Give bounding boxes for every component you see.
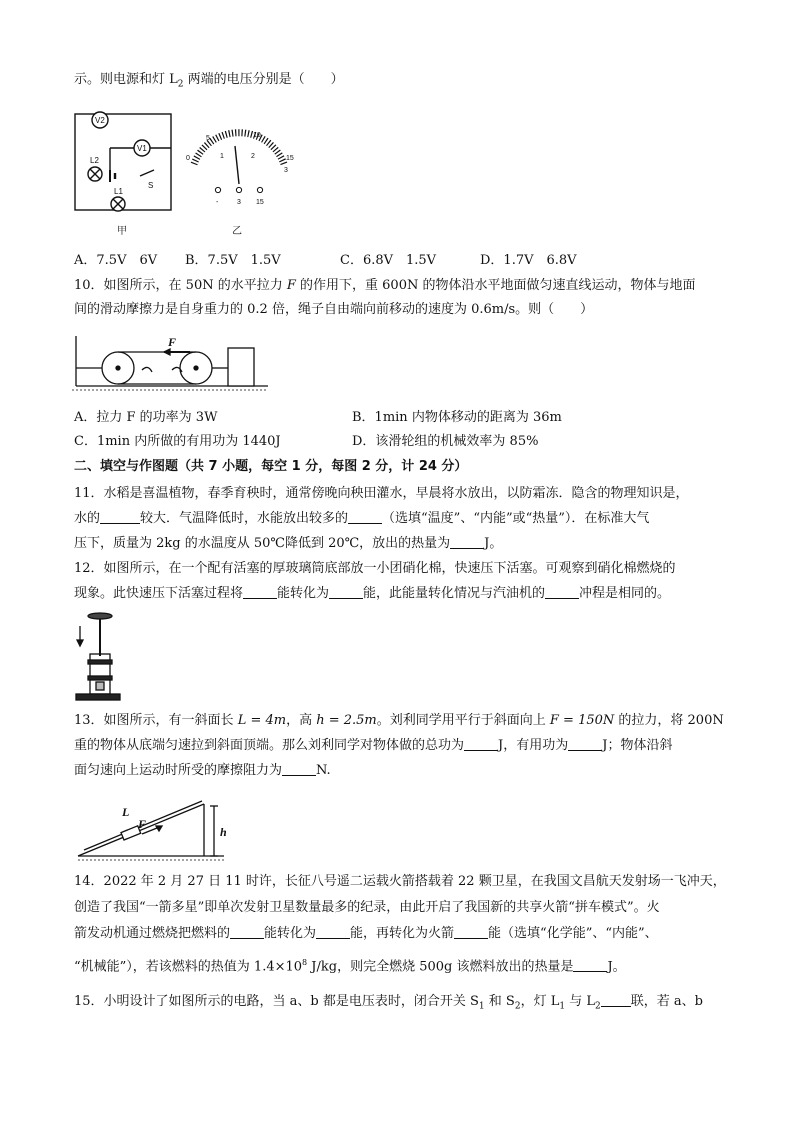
- q12-text: 现象。此快速压下活塞过程将: [74, 586, 244, 601]
- q14-text: J。: [607, 959, 626, 975]
- q9-sub: 2: [177, 79, 184, 90]
- answer-blank[interactable]: [348, 509, 382, 524]
- q10-var-f: F: [286, 278, 296, 293]
- scale-10: 10: [253, 132, 261, 139]
- q11-text: 较大．气温降低时，水能放出较多的: [140, 511, 349, 526]
- q9-option-c: C．6.8V 1.5V: [340, 253, 437, 268]
- q13-text: 重的物体从底端匀速拉到斜面顶端。那么刘利同学对物体做的总功为: [74, 738, 465, 753]
- v1-label: V1: [137, 144, 147, 153]
- scale-3: 3: [284, 167, 288, 174]
- scale-1: 1: [220, 153, 224, 160]
- q13-line-3: [74, 761, 331, 781]
- answer-blank[interactable]: [316, 924, 350, 939]
- scale-0: 0: [186, 155, 190, 162]
- section-2-heading: 二、填空与作图题（共 7 小题，每空 1 分，每图 2 分，计 24 分）: [74, 459, 468, 474]
- q13-line-2: [74, 736, 672, 756]
- q10-line-2: 间的滑动摩擦力是自身重力的 0.2 倍，绳子自由端向前移动的速度为 0.6m/s。则（ ）: [74, 302, 594, 317]
- q11-line-3: [74, 534, 502, 554]
- q11-text: J。: [484, 536, 503, 551]
- fig-label-jia: 甲: [117, 226, 127, 237]
- answer-blank[interactable]: [230, 924, 264, 939]
- scale-5: 5: [206, 135, 210, 142]
- q15-sub: 1: [478, 1001, 485, 1012]
- q13-text: J；物体沿斜: [602, 738, 673, 753]
- l1-label: L1: [114, 187, 123, 196]
- q13-text: 。刘利同学用平行于斜面向上: [376, 713, 550, 728]
- circuit-diagram-jia: [70, 108, 180, 220]
- q10-line-1: [74, 276, 695, 296]
- q15-text: 15．小明设计了如图所示的电路，当 a、b 都是电压表时，闭合开关 S: [74, 994, 479, 1009]
- q12-text: 能转化为: [277, 586, 330, 601]
- q14-text: 能转化为: [264, 926, 317, 941]
- q14-line-3: [74, 924, 658, 944]
- q11-text: 压下，质量为 2kg 的水温度从 50℃降低到 20℃，放出的热量为: [74, 536, 451, 551]
- answer-blank[interactable]: [329, 584, 363, 599]
- q13-text: 面匀速向上运动时所受的摩擦阻力为: [74, 763, 283, 778]
- terminal-3: 3: [237, 199, 241, 206]
- q10-option-b: B．1min 内物体移动的距离为 36m: [352, 410, 562, 425]
- answer-blank[interactable]: [243, 584, 277, 599]
- q14-text: “机械能”），若该燃料的热值为 1.4×10: [74, 959, 303, 975]
- q12-line-1: 12．如图所示，在一个配有活塞的厚玻璃筒底部放一小团硝化棉，快速压下活塞。可观察到硝化棉燃烧的: [74, 561, 676, 576]
- fig-label-yi: 乙: [232, 226, 242, 237]
- q14-line-1: 14．2022 年 2 月 27 日 11 时许，长征八号遥二运载火箭搭载着 22 颗卫星，在我国文昌航天发射场一飞冲天，: [74, 874, 726, 889]
- answer-blank[interactable]: [545, 584, 579, 599]
- q10-option-a: A．拉力 F 的功率为 3W: [74, 410, 218, 425]
- q9-option-d: D．1.7V 6.8V: [480, 253, 577, 268]
- scale-15: 15: [286, 155, 294, 162]
- q9-text: 示。则电源和灯 L: [74, 72, 178, 87]
- q12-line-2: [74, 584, 670, 604]
- q12-text: 冲程是相同的。: [579, 586, 671, 601]
- q9-stem-tail: [74, 70, 344, 95]
- q13-force: F = 150N: [549, 713, 615, 728]
- q14-text: 能，再转化为火箭: [350, 926, 455, 941]
- q15-text: 与 L: [565, 994, 595, 1009]
- q9-option-a: A．7.5V 6V: [74, 253, 158, 268]
- answer-blank[interactable]: [454, 924, 488, 939]
- q13-text: 的拉力，将 200N: [614, 713, 724, 728]
- piston-cylinder-figure: [72, 610, 124, 704]
- q13-height: h = 2.5m: [316, 713, 377, 728]
- s-label: S: [148, 181, 154, 190]
- answer-blank[interactable]: [601, 992, 631, 1007]
- q15-sub: 1: [559, 1001, 566, 1012]
- q13-text: J，有用功为: [498, 738, 569, 753]
- voltmeter-dial-yi: [180, 126, 300, 210]
- l2-label: L2: [90, 156, 99, 165]
- answer-blank[interactable]: [450, 534, 484, 549]
- v2-label: V2: [95, 116, 105, 125]
- q10-text-2: 的作用下，重 600N 的物体沿水平地面做匀速直线运动，物体与地面: [295, 278, 696, 293]
- q13-line-1: [74, 711, 724, 731]
- q14-exponent: 8: [302, 958, 308, 967]
- q14-text: J/kg，则完全燃烧 500g 该燃料放出的热量是: [307, 959, 574, 975]
- pulley-f-label: F: [168, 335, 177, 349]
- q12-text: 能，此能量转化情况与汽油机的: [363, 586, 546, 601]
- q15-line-1: [74, 992, 703, 1017]
- q14-text: 能（选填“化学能”、“内能”、: [488, 926, 658, 941]
- answer-blank[interactable]: [573, 957, 607, 972]
- q11-text: （选填“温度”、“内能”或“热量”）．在标准大气: [382, 511, 650, 526]
- q14-line-2: 创造了我国“一箭多星”即单次发射卫星数量最多的纪录，由此开启了我国新的共享火箭“拼车模式”。火: [74, 900, 660, 915]
- incline-f-label: F: [138, 817, 147, 831]
- q15-text: 和 S: [484, 994, 515, 1009]
- pulley-figure: [72, 334, 272, 392]
- q14-line-4: [74, 953, 626, 977]
- q14-text: 箭发动机通过燃烧把燃料的: [74, 926, 231, 941]
- incline-figure: [74, 796, 234, 864]
- q10-text: 10．如图所示，在 50N 的水平拉力: [74, 278, 287, 293]
- q15-sub: 2: [594, 1001, 601, 1012]
- answer-blank[interactable]: [100, 509, 140, 524]
- terminal-15: 15: [256, 199, 264, 206]
- incline-h-label: h: [220, 825, 227, 839]
- incline-l-label: L: [122, 805, 130, 819]
- q15-text: 联，若 a、b: [630, 994, 703, 1009]
- terminal-minus: -: [216, 199, 219, 206]
- q10-option-d: D．该滑轮组的机械效率为 85%: [352, 434, 539, 449]
- answer-blank[interactable]: [568, 736, 602, 751]
- q13-length: L = 4m: [237, 713, 287, 728]
- q15-text: ，灯 L: [520, 994, 560, 1009]
- q9-option-b: B．7.5V 1.5V: [185, 253, 281, 268]
- q13-text: 13．如图所示，有一斜面长: [74, 713, 238, 728]
- q13-text: N.: [316, 763, 331, 778]
- q9-text-2: 两端的电压分别是（ ）: [183, 72, 344, 87]
- q15-sub: 2: [514, 1001, 521, 1012]
- q11-line-1: 11．水稻是喜温植物，春季育秧时，通常傍晚向秧田灌水，早晨将水放出，以防霜冻．隐含的物理知识是，: [74, 486, 689, 501]
- scale-2: 2: [251, 153, 255, 160]
- q11-line-2: [74, 509, 649, 529]
- answer-blank[interactable]: [464, 736, 498, 751]
- q10-option-c: C．1min 内所做的有用功为 1440J: [74, 434, 281, 449]
- q11-text: 水的: [74, 511, 101, 526]
- q13-text: ，高: [286, 713, 317, 728]
- answer-blank[interactable]: [282, 761, 316, 776]
